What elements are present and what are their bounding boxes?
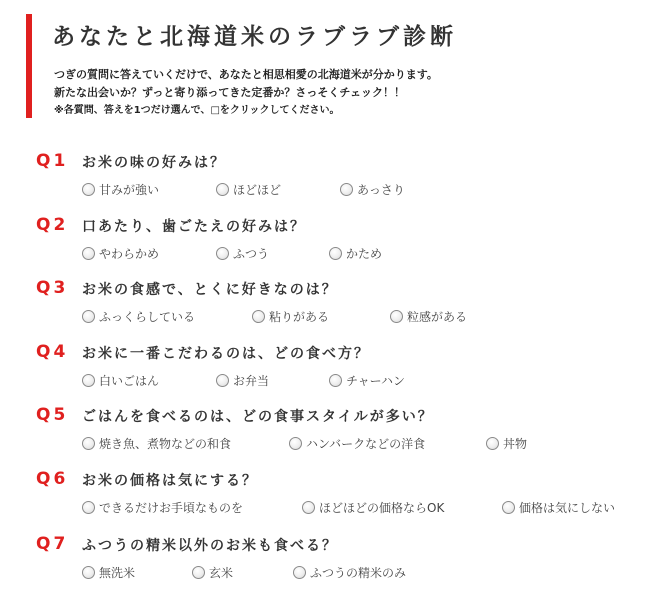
radio-button[interactable]: [192, 566, 205, 579]
question-number: Q4: [36, 342, 69, 362]
radio-button[interactable]: [216, 374, 229, 387]
option-label: 甘みが強い: [99, 183, 160, 197]
question-number: Q2: [36, 215, 69, 235]
radio-button[interactable]: [82, 247, 95, 260]
option-label: チャーハン: [346, 374, 406, 388]
option-radio[interactable]: [390, 308, 467, 325]
radio-button[interactable]: [502, 501, 515, 514]
option-label: 白いごはん: [99, 374, 160, 388]
option-label: 無洗米: [99, 566, 136, 580]
option-radio[interactable]: [340, 181, 405, 198]
question-text: ごはんを食べるのは、どの食事スタイルが多い？: [82, 409, 434, 425]
answer-options: [82, 499, 642, 517]
option-label: あっさり: [357, 183, 405, 197]
option-label: かため: [346, 247, 383, 261]
option-radio[interactable]: [82, 435, 231, 452]
option-label: ふつうの精米のみ: [310, 566, 407, 580]
radio-button[interactable]: [252, 310, 265, 323]
radio-button[interactable]: [293, 566, 306, 579]
answer-options: [82, 308, 642, 326]
option-radio[interactable]: [192, 564, 233, 581]
intro-line-2: 新たな出会いか？ずっと寄り添ってきた定番か？さっそくチェック！！: [54, 86, 406, 99]
question-text: ふつうの精米以外のお米も食べる？: [82, 538, 338, 554]
answer-options: [82, 245, 642, 263]
radio-button[interactable]: [216, 247, 229, 260]
answer-options: [82, 181, 642, 199]
radio-button[interactable]: [302, 501, 315, 514]
question-number: Q1: [36, 151, 69, 171]
option-radio[interactable]: [252, 308, 329, 325]
option-radio[interactable]: [82, 372, 159, 389]
answer-options: [82, 564, 642, 582]
radio-button[interactable]: [340, 183, 353, 196]
question-number: Q7: [36, 534, 69, 554]
answer-options: [82, 372, 642, 390]
radio-button[interactable]: [82, 374, 95, 387]
option-radio[interactable]: [216, 245, 269, 262]
radio-button[interactable]: [82, 437, 95, 450]
radio-button[interactable]: [486, 437, 499, 450]
radio-button[interactable]: [390, 310, 403, 323]
option-label: 丼物: [503, 437, 528, 451]
question-text: 口あたり、歯ごたえの好みは？: [82, 219, 306, 235]
option-radio[interactable]: [82, 564, 135, 581]
option-radio[interactable]: [293, 564, 406, 581]
radio-button[interactable]: [82, 310, 95, 323]
accent-bar: [26, 14, 32, 118]
question-text: お米に一番こだわるのは、どの食べ方？: [82, 346, 370, 362]
option-radio[interactable]: [216, 181, 281, 198]
intro-line-1: つぎの質問に答えていくだけで、あなたと相思相愛の北海道米が分かります。: [54, 68, 438, 81]
option-label: 価格は気にしない: [519, 501, 616, 515]
question-number: Q3: [36, 278, 69, 298]
option-radio[interactable]: [82, 499, 243, 516]
option-label: ほどほど: [233, 183, 282, 197]
option-radio[interactable]: [82, 308, 195, 325]
option-radio[interactable]: [502, 499, 615, 516]
option-radio[interactable]: [82, 181, 159, 198]
option-radio[interactable]: [82, 245, 159, 262]
option-label: ふっくらしている: [99, 310, 196, 324]
radio-button[interactable]: [82, 501, 95, 514]
radio-button[interactable]: [329, 247, 342, 260]
option-radio[interactable]: [486, 435, 527, 452]
option-radio[interactable]: [289, 435, 425, 452]
radio-button[interactable]: [82, 183, 95, 196]
answer-options: [82, 435, 642, 453]
option-label: 焼き魚、煮物などの和食: [99, 437, 232, 451]
radio-button[interactable]: [82, 566, 95, 579]
question-text: お米の味の好みは？: [82, 155, 226, 171]
option-radio[interactable]: [216, 372, 269, 389]
option-label: 粘りがある: [269, 310, 330, 324]
option-label: 玄米: [209, 566, 234, 580]
page-title: あなたと北海道米のラブラブ診断: [52, 24, 457, 50]
option-radio[interactable]: [329, 245, 382, 262]
radio-button[interactable]: [289, 437, 302, 450]
radio-button[interactable]: [216, 183, 229, 196]
intro-text: [54, 66, 438, 120]
option-label: ほどほどの価格ならOK: [319, 501, 445, 515]
option-label: ハンバークなどの洋食: [306, 437, 426, 451]
option-radio[interactable]: [302, 499, 444, 516]
option-label: ふつう: [233, 247, 270, 261]
intro-note: ※各質問、答えを1つだけ選んで、□をクリックしてください。: [54, 105, 340, 116]
option-radio[interactable]: [329, 372, 405, 389]
option-label: お弁当: [233, 374, 270, 388]
question-text: お米の価格は気にする？: [82, 473, 258, 489]
question-text: お米の食感で、とくに好きなのは？: [82, 282, 338, 298]
option-label: できるだけお手頃なものを: [99, 501, 244, 515]
question-number: Q6: [36, 469, 69, 489]
question-number: Q5: [36, 405, 69, 425]
option-label: やわらかめ: [99, 247, 160, 261]
option-label: 粒感がある: [407, 310, 468, 324]
radio-button[interactable]: [329, 374, 342, 387]
